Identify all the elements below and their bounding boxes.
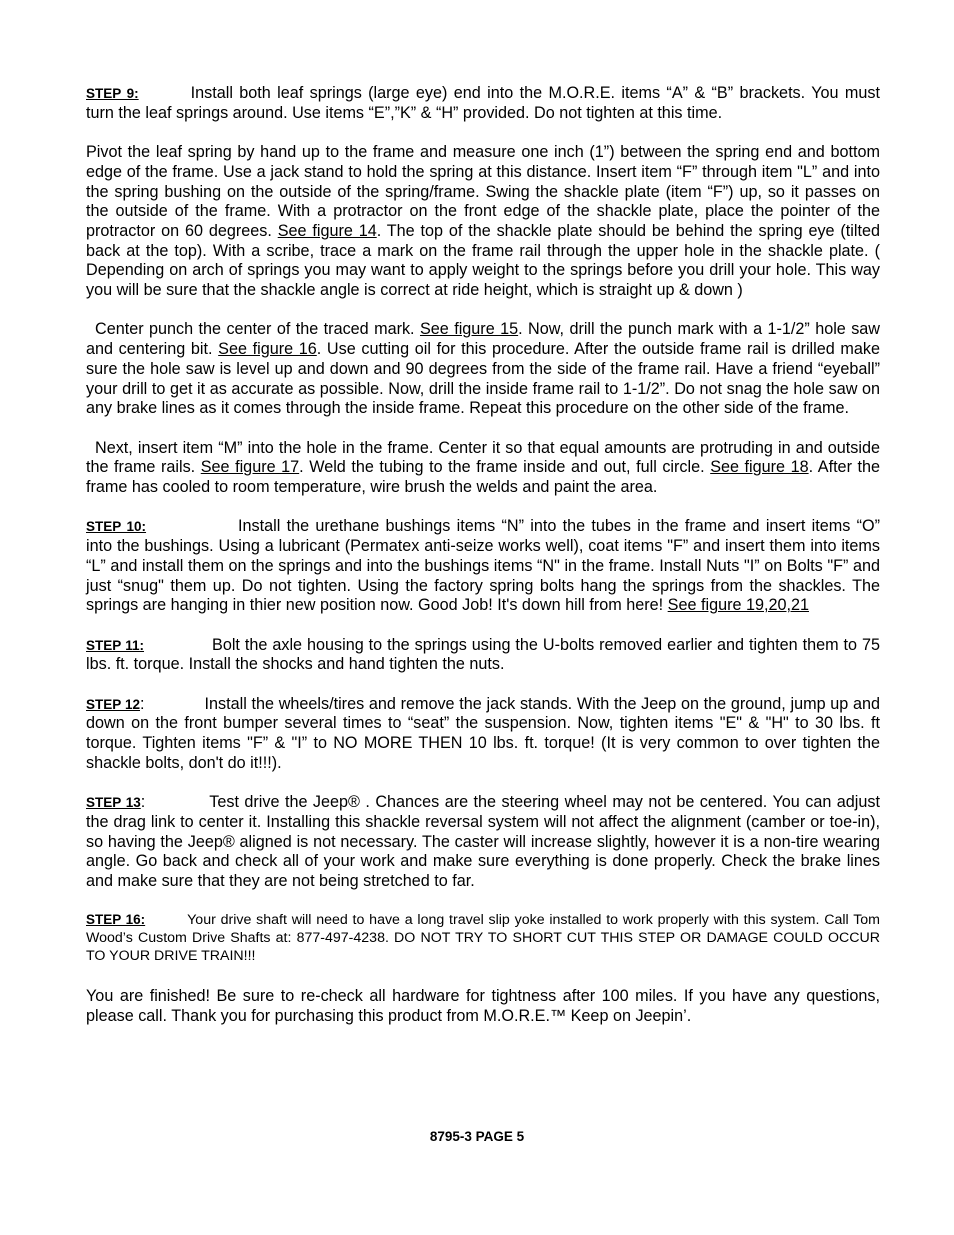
- figure-16-link[interactable]: See figure 16: [218, 340, 317, 359]
- center-punch-paragraph: [86, 320, 880, 419]
- step-11-text: Bolt the axle housing to the springs using the U-bolts removed earlier and tighten them to 75 lbs. ft. torque. Install the shocks and hand tighten the nuts.: [86, 635, 880, 674]
- step-12-label: STEP 12: [86, 696, 140, 712]
- closing-paragraph: You are finished! Be sure to re-check all hardware for tightness after 100 miles. If you have any questions, please call. Thank you for purchasing this product from M.O.R.E.™ Keep on Jeepin’.: [86, 987, 880, 1026]
- step-13-label: STEP 13: [86, 795, 141, 811]
- insert-m-text-b: . Weld the tubing to the frame inside and out, full circle.: [299, 458, 705, 477]
- insert-m-text-c: . After the frame has cooled to room temperature, wire brush the welds and paint the area.: [86, 458, 881, 497]
- step-16-text: Your drive shaft will need to have a long travel slip yoke installed to work properly with this system. Call Tom Wood’s Custom Drive Shafts at: 877-497-4238. DO NOT TRY TO SHORT CUT THIS STEP OR DAMAGE COULD OCCUR TO YOUR DRIVE TRAIN!!!: [86, 912, 881, 965]
- figure-15-link[interactable]: See figure 15: [419, 320, 519, 339]
- page-footer: 8795-3 PAGE 5: [429, 1129, 525, 1144]
- step-9-text: Install both leaf springs (large eye) end into the M.O.R.E. items “A” & “B” brackets. You must turn the leaf springs around. Use items “E”,”K” & “H” provided. Do not tighten at this time.: [86, 84, 880, 122]
- center-punch-text-a: Center punch the center of the traced mark.: [95, 320, 415, 339]
- insert-m-text-a: Next, insert item “M” into the hole in the frame. Center it so that equal amounts are protruding in and outside the frame rails.: [86, 438, 880, 477]
- step-16-label: STEP 16:: [86, 912, 146, 928]
- step-11-label: STEP 11:: [86, 637, 145, 653]
- center-punch-text-c: . Use cutting oil for this procedure. After the outside frame rail is drilled make sure the hole saw is level up and down and 90 degrees from the side of the frame rail. Have a friend “eyeball” your drill to get it as accurate as possible. Now, drill the inside frame rail to 1-1/2”. Do not snag the hole saw on any brake lines as it comes through the inside frame. Repeat this procedure on the other side of the frame.: [86, 340, 880, 418]
- step-11-paragraph: [86, 636, 880, 675]
- figure-17-link[interactable]: See figure 17: [200, 458, 300, 477]
- figure-14-link[interactable]: See figure 14: [277, 221, 377, 240]
- step-13-colon: :: [140, 793, 146, 812]
- figure-18-link[interactable]: See figure 18: [710, 458, 809, 477]
- step-9-label: STEP 9:: [86, 86, 139, 101]
- step-9-pivot-paragraph: [86, 143, 880, 301]
- step-16-paragraph: [86, 911, 880, 965]
- step-13-text: Test drive the Jeep® . Chances are the steering wheel may not be centered. You can adjust the drag link to center it. Installing this shackle reversal system will not affect the alignment (camber or toe-in), so having the Jeep® aligned is not necessary. The caster will increase slightly, however it is a non-tire wearing angle. Go back and check all of your work and make sure everything is done properly. Check the brake lines and make sure that they are not being stretched to far.: [86, 793, 880, 891]
- insert-item-m-paragraph: [86, 439, 880, 498]
- document-body: [86, 84, 880, 1047]
- step-12-colon: :: [140, 694, 145, 713]
- pivot-text-a: Pivot the leaf spring by hand up to the frame and measure one inch (1”) between the spring end and bottom edge of the frame. Use a jack stand to hold the spring at this distance. Insert item “F” through item "L” and into the spring bushing on the outside of the spring/frame. Swing the shackle plate (item “F”) up, so it passes on the outside of the frame. With a protractor on the front edge of the shackle plate, place the pointer of the protractor on 60 degrees.: [86, 143, 880, 240]
- pivot-text-b: . The top of the shackle plate should be behind the spring eye (tilted back at the top). With a scribe, trace a mark on the frame rail through the upper hole in the shackle plate. ( Depending on arch of springs you may want to apply weight to the springs before you drill your hole. This way you will be sure that the shackle angle is correct at ride height, which is straight up & down ): [86, 221, 880, 300]
- step-10-label: STEP 10:: [86, 519, 147, 535]
- step-12-paragraph: [86, 695, 880, 774]
- step-10-paragraph: [86, 517, 880, 616]
- step-12-text: Install the wheels/tires and remove the jack stands. With the Jeep on the ground, jump up and down on the front bumper several times to “seat” the suspension. Now, tighten items "E" & "H" to 30 lbs. ft torque. Tighten items "F” & "I” to NO MORE THEN 10 lbs. ft. torque! (It is very common to over tighten the shackle bolts, don't do it!!!).: [86, 694, 880, 772]
- step-13-paragraph: [86, 793, 880, 892]
- step-9-paragraph: [86, 84, 880, 123]
- step-10-text: Install the urethane bushings items “N” into the tubes in the frame and insert items “O” into the bushings. Using a lubricant (Permatex anti-seize works well), coat items "F” and insert them into items “L” and install them on the springs and into the bushings items “N" in the frame. Install Nuts "I” on Bolts "F” and just “snug" them up. Do not tighten. Using the factory spring bolts hang the springs from the shackles. The springs are hanging in thier new position now. Good Job! It's down hill from here!: [86, 517, 880, 615]
- center-punch-text-b: . Now, drill the punch mark with a 1-1/2” hole saw and centering bit.: [86, 320, 880, 359]
- figure-19-21-link[interactable]: See figure 19,20,21: [667, 596, 809, 615]
